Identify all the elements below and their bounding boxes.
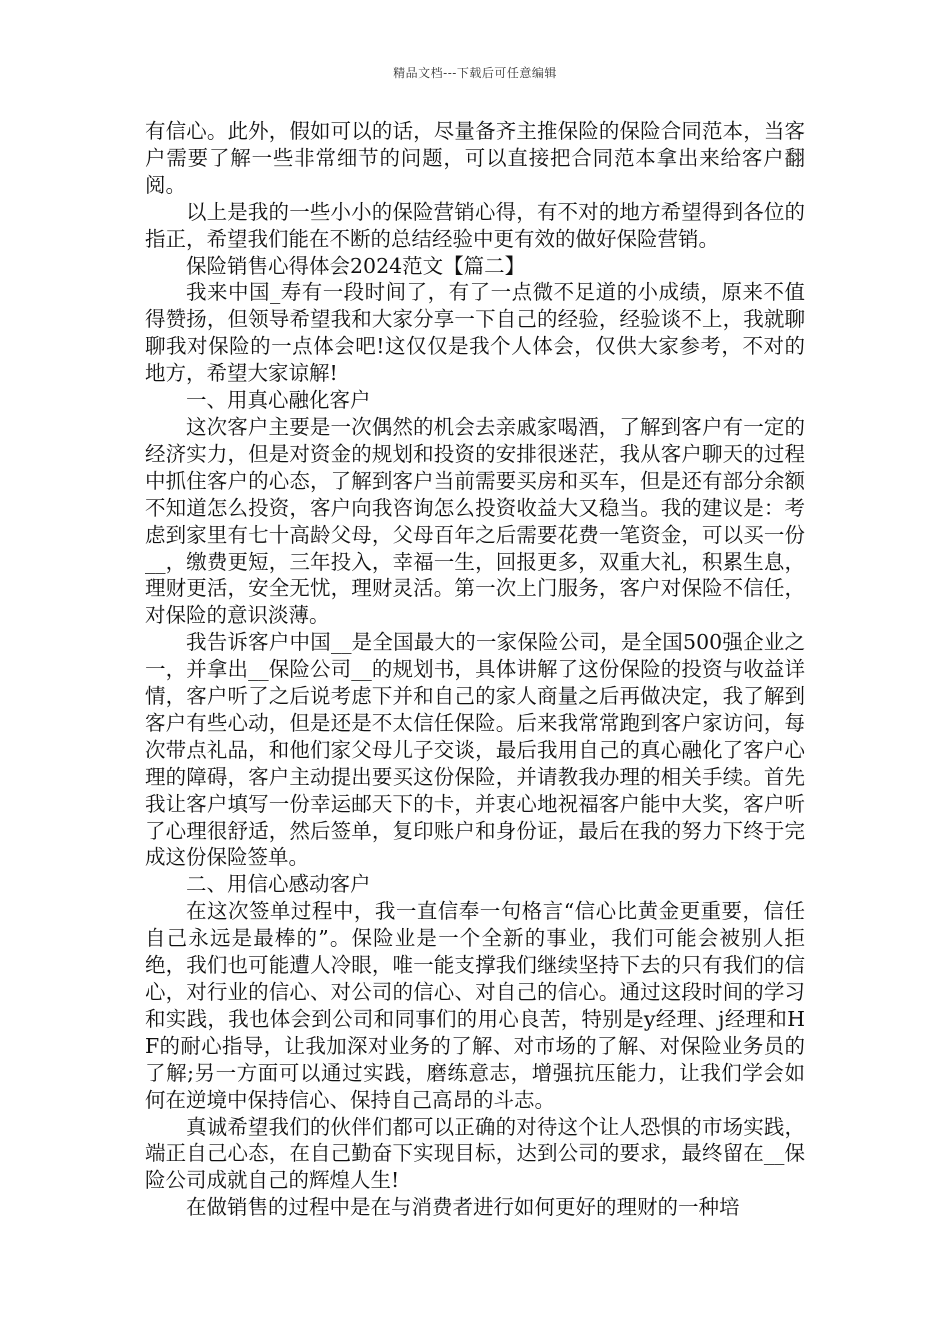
page-header: 精品文档---下载后可任意编辑 [393,66,557,80]
paragraph: 以上是我的一些小小的保险营销心得，有不对的地方希望得到各位的指正，希望我们能在不断的总结经验中更有效的做好保险营销。 [145,199,805,251]
paragraph: 在这次签单过程中，我一直信奉一句格言“信心比黄金更重要，信任自己永远是最棒的”。保险业是一个全新的事业，我们可能会被别人拒绝，我们也可能遭人冷眼，唯一能支撑我们继续坚持下去的只有我们的信心，对行业的信心、对公司的信心、对自己的信心。通过这段时间的学习和实践，我也体会到公司和同事们的用心良苦，特别是y经理、j经理和HF的耐心指导，让我加深对业务的了解、对市场的了解、对保险业务员的了解;另一方面可以通过实践，磨练意志，增强抗压能力，让我们学会如何在逆境中保持信心、保持自己高昂的斗志。 [145,899,805,1112]
paragraph: 我来中国_寿有一段时间了，有了一点微不足道的小成绩，原来不值得赞扬，但领导希望我和大家分享一下自己的经验，经验谈不上，我就聊聊我对保险的一点体会吧!这仅仅是我个人体会，仅供大家参考，不对的地方，希望大家谅解! [145,280,805,386]
paragraph: 我告诉客户中国__是全国最大的一家保险公司，是全国500强企业之一，并拿出__保险公司__的规划书，具体讲解了这份保险的投资与收益详情，客户听了之后说考虑下并和自己的家人商量之后再做决定，我了解到客户有些心动，但是还是不太信任保险。后来我常常跑到客户家访问，每次带点礼品，和他们家父母儿子交谈，最后我用自己的真心融化了客户心理的障碍，客户主动提出要买这份保险，并请教我办理的相关手续。首先我让客户填写一份幸运邮天下的卡，并衷心地祝福客户能中大奖，客户听了心理很舒适，然后签单，复印账户和身份证，最后在我的努力下终于完成这份保险签单。 [145,630,805,870]
section-heading: 一、用真心融化客户 [186,388,371,413]
paragraph: 有信心。此外，假如可以的话，尽量备齐主推保险的保险合同范本，当客户需要了解一些非常细节的问题，可以直接把合同范本拿出来给客户翻阅。 [145,119,805,197]
document-body [145,118,805,1221]
paragraph: 这次客户主要是一次偶然的机会去亲戚家喝酒，了解到客户有一定的经济实力，但是对资金的规划和投资的安排很迷茫，我从客户聊天的过程中抓住客户的心态，了解到客户当前需要买房和买车，但是还有部分余额不知道怎么投资，客户向我咨询怎么投资收益大又稳当。我的建议是：考虑到家里有七十高龄父母，父母百年之后需要花费一笔资金，可以买一份__，缴费更短，三年投入，幸福一生，回报更多，双重大礼，积累生息，理财更活，安全无忧，理财灵活。第一次上门服务，客户对保险不信任，对保险的意识淡薄。 [145,414,805,628]
paragraph: 在做销售的过程中是在与消费者进行如何更好的理财的一种培 [186,1195,740,1220]
section-title: 保险销售心得体会2024范文【篇二】 [186,253,526,278]
paragraph: 真诚希望我们的伙伴们都可以正确的对待这个让人恐惧的市场实践，端正自己心态，在自己勤奋下实现目标，达到公司的要求，最终留在__保险公司成就自己的辉煌人生! [145,1114,805,1193]
section-heading: 二、用信心感动客户 [186,872,371,897]
